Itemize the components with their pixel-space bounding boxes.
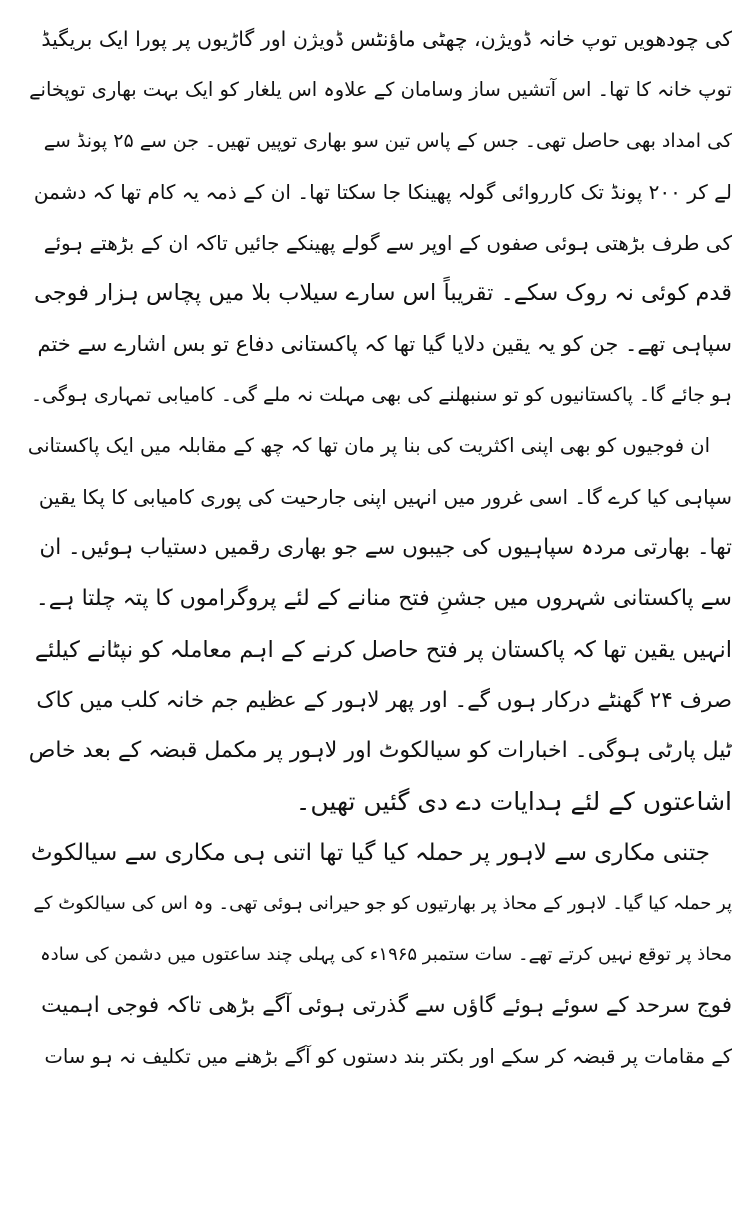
paragraph-last-line: اشاعتوں کے لئے ہدایات دے دی گئیں تھیں۔ (295, 787, 732, 817)
paragraph-first-line: جتنی مکاری سے لاہور پر حملہ کیا گیا تھا اتنی ہی مکاری سے سیالکوٹ (30, 840, 710, 867)
text-line: سے پاکستانی شہروں میں جشنِ فتح منانے کے لئے پروگراموں کا پتہ چلتا ہے۔ (35, 585, 732, 611)
text-line: کی چودھویں توپ خانہ ڈویژن، چھٹی ماؤنٹس ڈویژن اور گاڑیوں پر پورا ایک بریگیڈ (41, 27, 732, 51)
text-line: کی طرف بڑھتی ہوئی صفوں کے اوپر سے گولے پھینکے جائیں تاکہ ان کے بڑھتے ہوئے (43, 230, 732, 255)
text-line: انہیں یقین تھا کہ پاکستان پر فتح حاصل کرنے کے اہم معاملہ کو نپٹانے کیلئے (34, 636, 732, 663)
text-line: کی امداد بھی حاصل تھی۔ جس کے پاس تین سو بھاری توپیں تھیں۔ جن سے ۲۵ پونڈ سے (43, 129, 732, 152)
text-line: سپاہی تھے۔ جن کو یہ یقین دلایا گیا تھا کہ پاکستانی دفاع تو بس اشارے سے ختم (37, 332, 732, 357)
paragraph-first-line: ان فوجیوں کو بھی اپنی اکثریت کی بنا پر مان تھا کہ چھ کے مقابلہ میں ایک پاکستانی (28, 434, 710, 458)
text-line: ٹیل پارٹی ہوگی۔ اخبارات کو سیالکوٹ اور لاہور پر مکمل قبضہ کے بعد خاص (28, 738, 732, 764)
text-line: محاذ پر توقع نہیں کرتے تھے۔ سات ستمبر ۱۹۶۵ء کی پہلی چند ساعتوں میں دشمن کی سادہ (40, 944, 732, 966)
text-line: کے مقامات پر قبضہ کر سکے اور بکتر بند دستوں کو آگے بڑھنے میں تکلیف نہ ہو سات (44, 1044, 732, 1068)
text-line: صرف ۲۴ گھنٹے درکار ہوں گے۔ اور پھر لاہور کے عظیم جم خانہ کلب میں کاک (36, 687, 732, 713)
text-line: قدم کوئی نہ روک سکے۔ تقریباً اس سارے سیلاب بلا میں پچاس ہزار فوجی (34, 280, 732, 307)
text-line: پر حملہ کیا گیا۔ لاہور کے محاذ پر بھارتیوں کو جو حیرانی ہوئی تھی۔ وہ اس کی سیالکوٹ کے (33, 893, 732, 915)
text-line: توپ خانہ کا تھا۔ اس آتشیں ساز وسامان کے علاوہ اس یلغار کو ایک بہت بھاری توپخانے (29, 77, 732, 101)
text-line: سپاہی کیا کرے گا۔ اسی غرور میں انہیں اپنی جارحیت کی پوری کامیابی کا پکا یقین (38, 485, 732, 510)
text-line: لے کر ۲۰۰ پونڈ تک کارروائی گولہ پھینکا جا سکتا تھا۔ ان کے ذمہ یہ کام تھا کہ دشمن (33, 179, 732, 204)
text-line: فوج سرحد کے سوئے ہوئے گاؤں سے گذرتی ہوئی آگے بڑھی تاکہ فوجی اہمیت (41, 992, 732, 1018)
urdu-body-text (28, 14, 732, 1083)
text-line: تھا۔ بھارتی مردہ سپاہیوں کی جیبوں سے جو بھاری رقمیں دستیاب ہوئیں۔ ان (39, 534, 732, 560)
text-line: ہو جائے گا۔ پاکستانیوں کو تو سنبھلنے کی بھی مہلت نہ ملے گی۔ کامیابی تمہاری ہوگی۔ (30, 384, 732, 407)
